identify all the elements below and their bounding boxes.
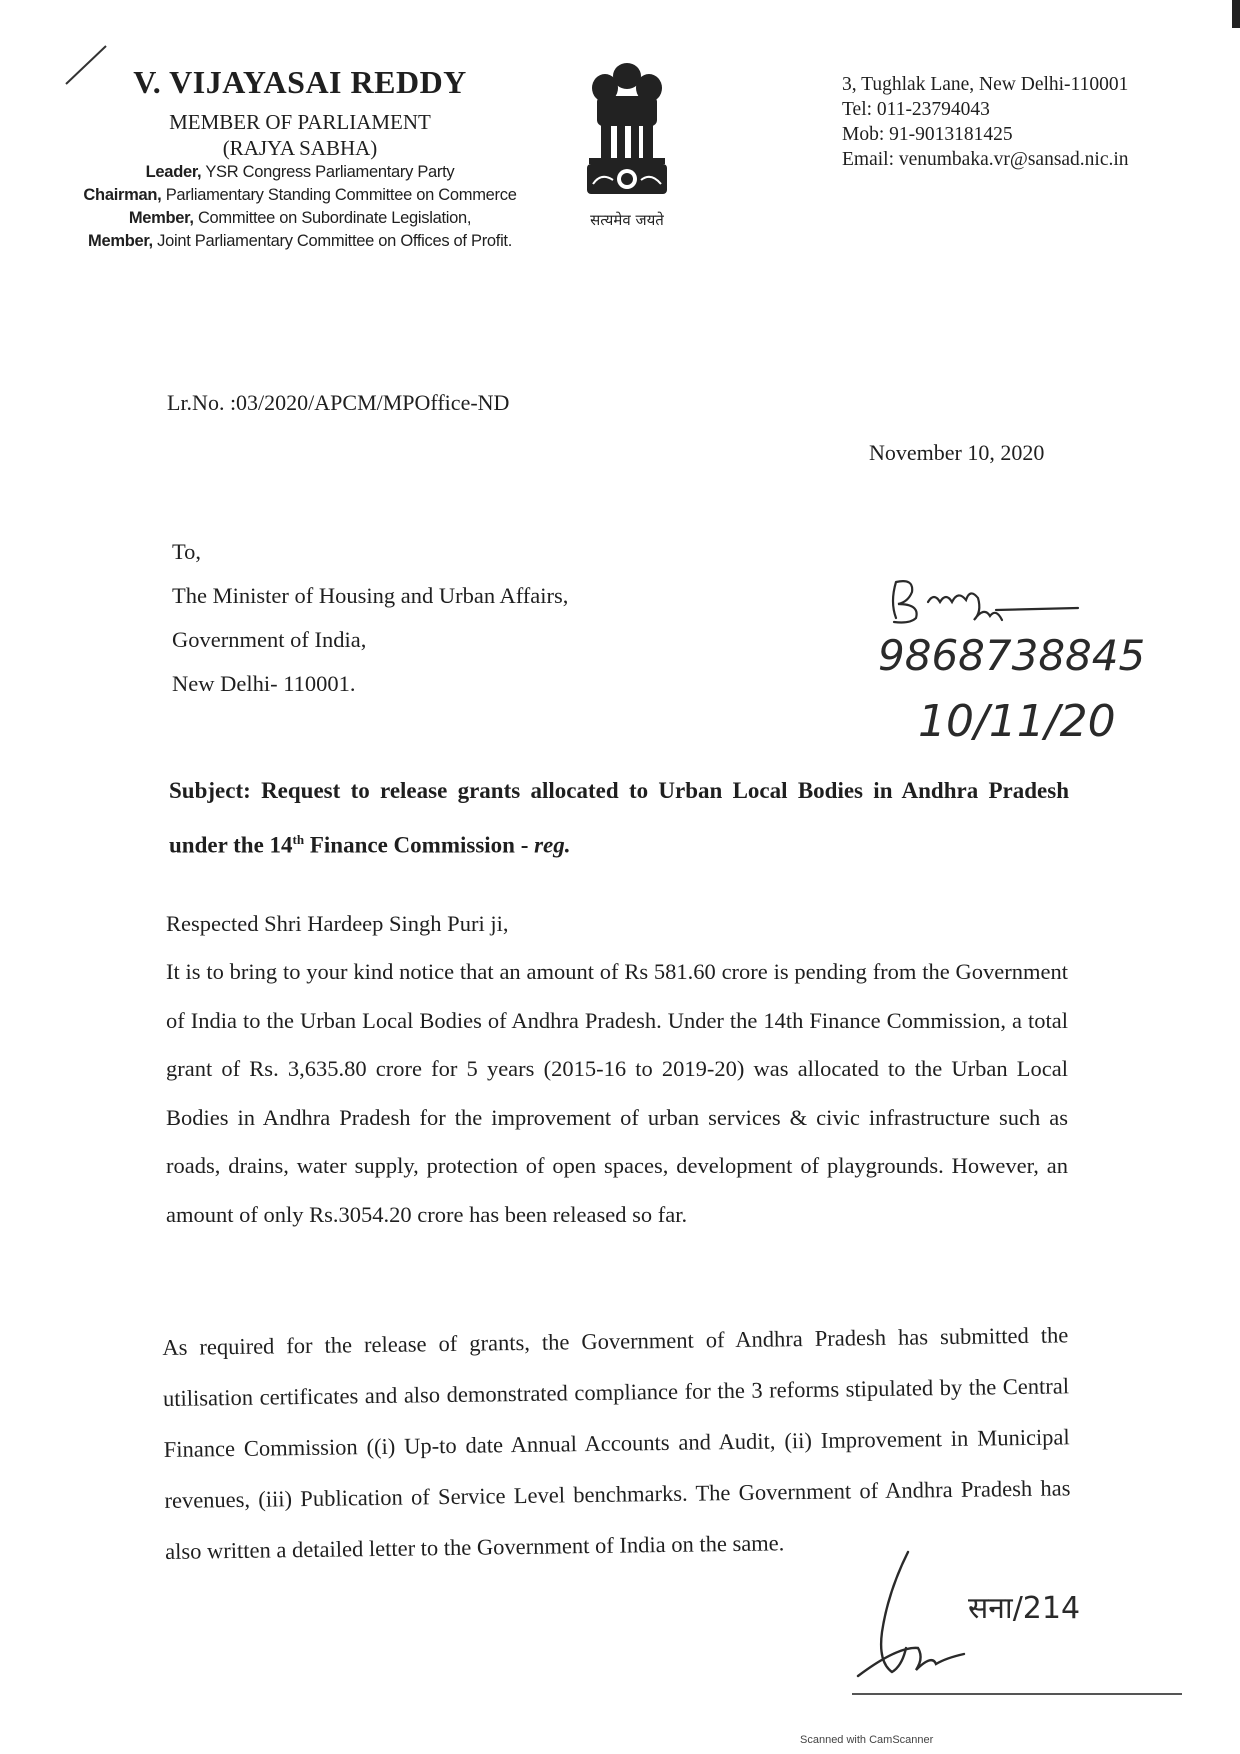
addressee-line: The Minister of Housing and Urban Affairs, <box>172 583 569 608</box>
scan-edge-mark <box>1232 0 1240 28</box>
office-address: 3, Tughlak Lane, New Delhi-110001 <box>842 74 1129 95</box>
position-line: Member, Committee on Subordinate Legislation, <box>128 209 472 227</box>
handwritten-phone: 9868738845 <box>878 631 1146 680</box>
mp-role: MEMBER OF PARLIAMENT <box>169 110 431 134</box>
mp-house: (RAJYA SABHA) <box>222 136 378 160</box>
addressee-line: Government of India, <box>172 627 367 652</box>
letter-subject: Subject: Request to release grants allocated to Urban Local Bodies in Andhra Pradesh under the 14th Finance Commission - reg. <box>169 778 1069 858</box>
to-line: To, <box>172 539 202 564</box>
email: Email: venumbaka.vr@sansad.nic.in <box>842 149 1129 170</box>
handwritten-annotation <box>848 568 1208 768</box>
letterhead-contact <box>842 72 1222 172</box>
addressee-line: New Delhi- 110001. <box>172 671 356 696</box>
national-emblem <box>572 58 682 228</box>
mobile: Mob: 91-9013181425 <box>842 124 1013 145</box>
position-line: Leader, YSR Congress Parliamentary Party <box>145 163 455 181</box>
handwritten-signature <box>838 1548 1178 1688</box>
recipient-address <box>172 530 568 706</box>
letter-reference-number: Lr.No. :03/2020/APCM/MPOffice-ND <box>167 390 510 415</box>
position-line: Member, Joint Parliamentary Committee on Offices of Profit. <box>88 232 512 250</box>
emblem-motto: सत्यमेव जयते <box>590 211 664 229</box>
body-paragraph-2: As required for the release of grants, the Government of Andhra Pradesh has submitted the utilisation certificates and also demonstrated compliance for the 3 reforms stipulated by the Central Finance Commission ((i) Up-to date Annual Accounts and Audit, (ii) Improvement in Municipal revenues, (iii) Publication of Service Level benchmarks. The Government of Andhra Pradesh has also written a detailed letter to the Government of India on the same. <box>162 1322 1071 1564</box>
handwritten-date: 10/11/20 <box>918 696 1116 747</box>
telephone: Tel: 011-23794043 <box>842 99 990 120</box>
letterhead-identity <box>60 64 540 253</box>
body-paragraph-1: It is to bring to your kind notice that an amount of Rs 581.60 crore is pending from the Government of India to the Urban Local Bodies of Andhra Pradesh. Under the 14th Finance Commission, a total grant of Rs. 3,635.80 crore for 5 years (2015-16 to 2019-20) was allocated to the Urban Local Bodies in Andhra Pradesh for the improvement of urban services & civic infrastructure such as roads, drains, water supply, protection of open spaces, development of playgrounds. However, an amount of only Rs.3054.20 crore has been released so far. <box>166 959 1068 1227</box>
letter-date: November 10, 2020 <box>869 440 1045 465</box>
signature-note: सना/214 <box>968 1591 1081 1626</box>
scanner-watermark: Scanned with CamScanner <box>800 1734 934 1746</box>
position-line: Chairman, Parliamentary Standing Committee on Commerce <box>83 186 517 204</box>
signature-rule <box>852 1693 1182 1695</box>
salutation: Respected Shri Hardeep Singh Puri ji, <box>166 911 509 936</box>
mp-name: V. VIJAYASAI REDDY <box>133 64 467 100</box>
lion-capital-icon <box>579 58 675 208</box>
